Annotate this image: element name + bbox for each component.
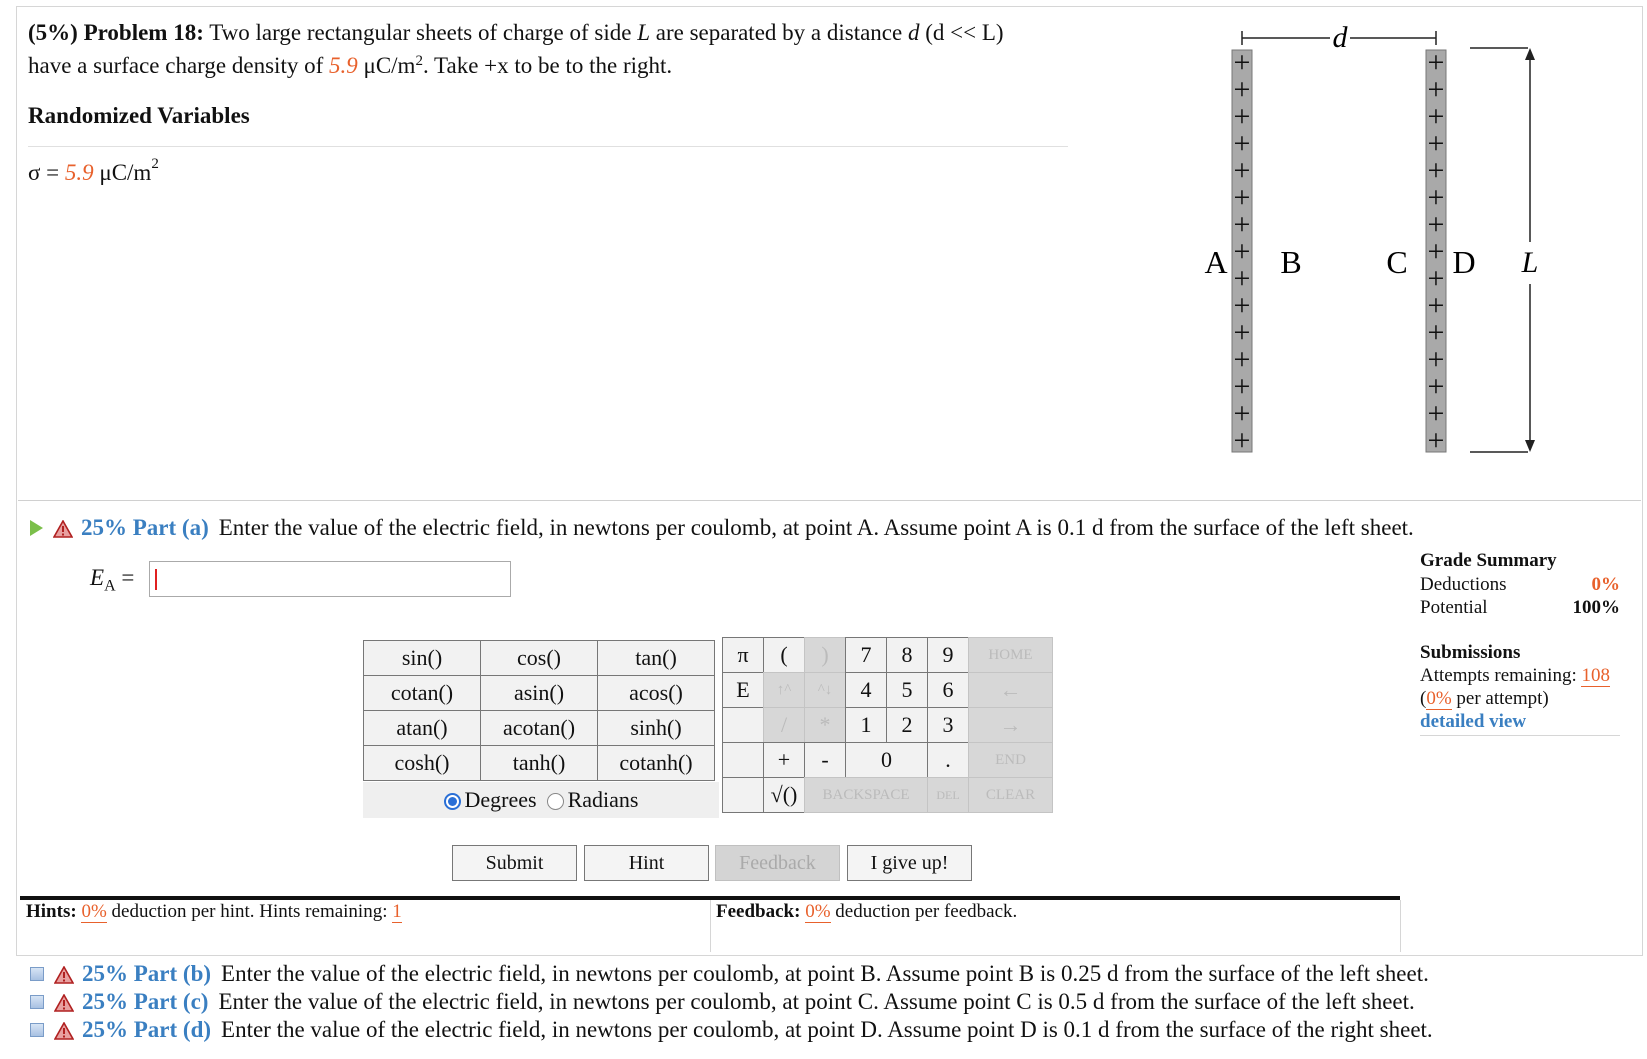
section-divider [18, 500, 1641, 501]
plus-sign: + [1427, 127, 1445, 160]
point-D-label: D [1452, 244, 1476, 280]
collapsed-part-icon[interactable] [30, 995, 44, 1009]
hints-info: Hints: 0% deduction per hint. Hints remaining: 1 [26, 901, 402, 922]
plus-sign: + [1427, 370, 1445, 403]
plus-sign: + [1427, 316, 1445, 349]
problem-statement: (5%) Problem 18: Two large rectangular sheets of charge of side L are separated by a distance d (d << L) have a surface charge density of 5.9 $\mu C/m^2$. Take +x to be to the right. [28, 20, 1004, 78]
fn-cos[interactable]: cos() [481, 641, 598, 676]
key-6[interactable]: 6 [927, 672, 969, 708]
plus-sign: + [1427, 46, 1445, 79]
function-keypad [363, 640, 715, 781]
key-7[interactable]: 7 [845, 637, 887, 673]
key-5[interactable]: 5 [886, 672, 928, 708]
part-a-header[interactable] [30, 515, 1414, 541]
plus-sign: + [1233, 46, 1251, 79]
key-plus[interactable]: + [763, 742, 805, 778]
plus-sign: + [1233, 73, 1251, 106]
key-2[interactable]: 2 [886, 707, 928, 743]
plus-sign: + [1427, 73, 1445, 106]
randomized-variables-title: Randomized Variables [28, 103, 250, 128]
part-b-label: 25% Part (b) [82, 961, 212, 986]
part-a-text: Enter the value of the electric field, in newtons per coulomb, at point A. Assume point A is 0.1 d from the surface of the left sheet. [218, 515, 1414, 540]
problem-number: (5%) Problem 18: [28, 20, 204, 45]
plus-sign: + [1427, 208, 1445, 241]
key-left[interactable]: ← [968, 672, 1053, 708]
sigma-variable: σ = 5.9 $\mu C/m^2$ [28, 156, 159, 185]
key-pi[interactable]: π [722, 637, 764, 673]
part-d-label: 25% Part (d) [82, 1017, 212, 1042]
fn-cosh[interactable]: cosh() [364, 746, 481, 781]
attempts-remaining: 108 [1581, 665, 1610, 686]
plus-sign: + [1427, 262, 1445, 295]
key-up[interactable]: ↑^ [763, 672, 805, 708]
expand-triangle-icon[interactable] [30, 520, 43, 536]
collapsed-part-icon[interactable] [30, 967, 44, 981]
deductions-value: 0% [1591, 574, 1620, 595]
fn-sinh[interactable]: sinh() [598, 711, 715, 746]
key-divide[interactable]: / [763, 707, 805, 743]
plus-sign: + [1233, 127, 1251, 160]
part-b-text: Enter the value of the electric field, in newtons per coulomb, at point B. Assume point B is 0.25 d from the surface of the left sheet. [221, 961, 1429, 986]
potential-value: 100% [1572, 597, 1620, 618]
plus-sign: + [1427, 100, 1445, 133]
fn-tanh[interactable]: tanh() [481, 746, 598, 781]
plus-sign: + [1233, 208, 1251, 241]
submissions-panel: Submissions Attempts remaining: 108 (0% per attempt) detailed view [1420, 641, 1620, 736]
radians-option[interactable]: Radians [547, 787, 639, 813]
plus-sign: + [1427, 154, 1445, 187]
point-B-label: B [1280, 244, 1302, 280]
part-c-text: Enter the value of the electric field, in newtons per coulomb, at point C. Assume point C is 0.5 d from the surface of the left sheet. [218, 989, 1415, 1014]
key-del[interactable]: DEL [927, 777, 969, 813]
charge-density-value: 5.9 [329, 53, 358, 78]
angle-mode [363, 782, 719, 818]
feedback-button[interactable]: Feedback [715, 845, 840, 881]
key-4[interactable]: 4 [845, 672, 887, 708]
fn-acotan[interactable]: acotan() [481, 711, 598, 746]
key-blank-1 [722, 707, 764, 743]
plus-sign: + [1233, 235, 1251, 268]
plus-sign: + [1233, 370, 1251, 403]
plus-sign: + [1427, 181, 1445, 214]
part-b-header[interactable] [30, 961, 1429, 987]
degrees-radio[interactable] [444, 793, 461, 810]
key-clear[interactable]: CLEAR [968, 777, 1053, 813]
point-C-label: C [1386, 244, 1408, 280]
give-up-button[interactable]: I give up! [847, 845, 972, 881]
fn-acos[interactable]: acos() [598, 676, 715, 711]
plus-sign: + [1233, 289, 1251, 322]
d-label: d [1332, 21, 1348, 54]
key-dot[interactable]: . [927, 742, 969, 778]
grade-summary: Grade Summary Deductions 0% Potential 100% [1420, 550, 1620, 618]
hint-button[interactable]: Hint [584, 845, 709, 881]
key-end[interactable]: END [968, 742, 1053, 778]
key-backspace[interactable]: BACKSPACE [804, 777, 928, 813]
point-A-label: A [1204, 244, 1228, 280]
key-8[interactable]: 8 [886, 637, 928, 673]
fn-tan[interactable]: tan() [598, 641, 715, 676]
plus-sign: + [1233, 262, 1251, 295]
plus-sign: + [1427, 235, 1445, 268]
feedback-info: Feedback: 0% deduction per feedback. [716, 901, 1018, 922]
key-lparen[interactable]: ( [763, 637, 805, 673]
key-rparen[interactable]: ) [804, 637, 846, 673]
key-9[interactable]: 9 [927, 637, 969, 673]
part-c-header[interactable] [30, 989, 1415, 1015]
warning-icon [53, 520, 73, 538]
collapsed-part-icon[interactable] [30, 1023, 44, 1037]
key-blank-2 [722, 742, 764, 778]
warning-icon [54, 966, 74, 984]
text-cursor [155, 569, 157, 590]
key-3[interactable]: 3 [927, 707, 969, 743]
plus-sign: + [1233, 424, 1251, 457]
key-right[interactable]: → [968, 707, 1053, 743]
plus-sign: + [1233, 100, 1251, 133]
part-c-label: 25% Part (c) [82, 989, 209, 1014]
plus-sign: + [1233, 397, 1251, 430]
fn-cotanh[interactable]: cotanh() [598, 746, 715, 781]
key-1[interactable]: 1 [845, 707, 887, 743]
fn-sin[interactable]: sin() [364, 641, 481, 676]
answer-input[interactable] [149, 561, 511, 597]
key-blank-3 [722, 777, 764, 813]
key-down[interactable]: ^↓ [804, 672, 846, 708]
plus-sign: + [1427, 289, 1445, 322]
charged-sheets-figure [1180, 14, 1540, 464]
plus-sign: + [1233, 343, 1251, 376]
key-home[interactable]: HOME [968, 637, 1053, 673]
L-label: L [1521, 246, 1539, 279]
part-a-label: 25% Part (a) [81, 515, 209, 540]
key-multiply[interactable]: * [804, 707, 846, 743]
answer-label: $E_A$ = [90, 565, 135, 595]
key-E[interactable]: E [722, 672, 764, 708]
divider [28, 146, 1068, 147]
plus-sign: + [1233, 181, 1251, 214]
fn-cotan[interactable]: cotan() [364, 676, 481, 711]
detailed-view-link[interactable]: detailed view [1420, 711, 1527, 732]
plus-sign: + [1233, 154, 1251, 187]
plus-sign: + [1427, 424, 1445, 457]
key-sqrt[interactable]: √() [763, 777, 805, 813]
fn-atan[interactable]: atan() [364, 711, 481, 746]
degrees-option[interactable]: Degrees [444, 787, 537, 813]
key-0[interactable]: 0 [845, 742, 928, 778]
radians-radio[interactable] [547, 793, 564, 810]
plus-sign: + [1427, 343, 1445, 376]
plus-sign: + [1427, 397, 1445, 430]
hints-remaining: 1 [392, 901, 402, 922]
submit-button[interactable]: Submit [452, 845, 577, 881]
part-d-text: Enter the value of the electric field, in newtons per coulomb, at point D. Assume point D is 0.1 d from the surface of the right sheet. [221, 1017, 1433, 1042]
plus-sign: + [1233, 316, 1251, 349]
warning-icon [54, 1022, 74, 1040]
part-d-header[interactable] [30, 1017, 1433, 1043]
fn-asin[interactable]: asin() [481, 676, 598, 711]
warning-icon [54, 994, 74, 1012]
key-minus[interactable]: - [804, 742, 846, 778]
